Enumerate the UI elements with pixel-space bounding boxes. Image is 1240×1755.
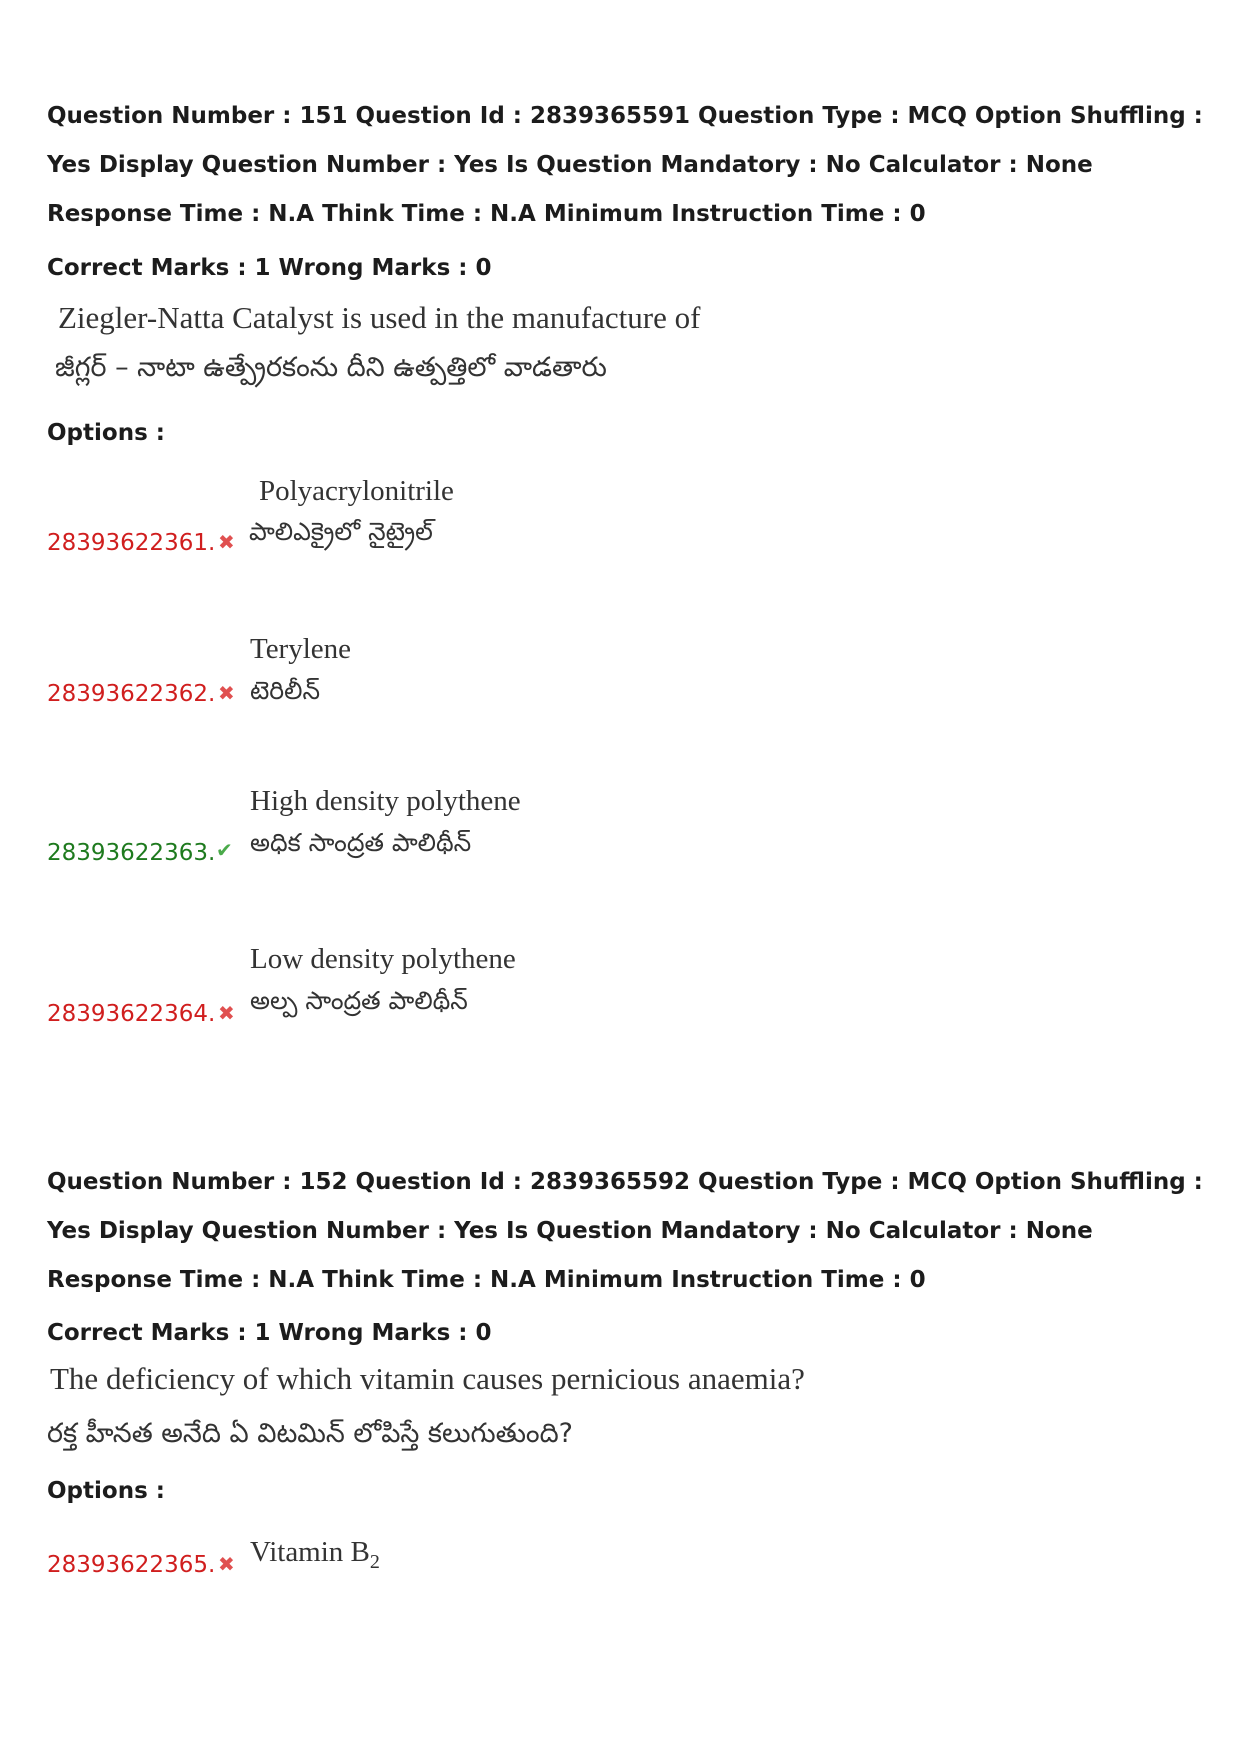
question-text-en-152: The deficiency of which vitamin causes pernicious anaemia?	[50, 1361, 805, 1396]
option-number: 28393622363.	[47, 840, 216, 866]
wrong-mark-icon: ✖	[218, 681, 235, 705]
option-number: 28393622365.	[47, 1552, 216, 1578]
option-text-en: Terylene	[250, 633, 352, 665]
option-number: 28393622362.	[47, 681, 216, 707]
option-number: 28393622364.	[47, 1001, 216, 1027]
question-text-te-152: రక్త హీనత అనేది ఏ విటమిన్ లోపిస్తే కలుగుతుంది?	[47, 1418, 574, 1449]
option-text-te: అల్ప సాంద్రత పాలిథీన్	[250, 986, 468, 1015]
question-text-te-151: జీగ్లర్ – నాటా ఉత్ప్రేరకంను దీని ఉత్పత్తిలో వాడతారు	[55, 352, 607, 383]
marks-info-152: Correct Marks : 1 Wrong Marks : 0	[47, 1320, 492, 1346]
options-label-151: Options :	[47, 420, 165, 446]
option-text-en: Low density polythene	[250, 943, 516, 975]
wrong-mark-icon: ✖	[218, 1001, 235, 1025]
marks-info-151: Correct Marks : 1 Wrong Marks : 0	[47, 255, 492, 281]
options-label-152: Options :	[47, 1478, 165, 1504]
option-text-te: పాలిఎక్రైలో నైట్రైల్	[249, 517, 433, 546]
question-text-en-151: Ziegler-Natta Catalyst is used in the manufacture of	[58, 300, 701, 335]
correct-check-icon: ✔	[216, 838, 233, 862]
option-text-subscript: 2	[369, 1550, 380, 1573]
option-text-en: Polyacrylonitrile	[259, 475, 454, 507]
option-text-en	[250, 1536, 380, 1574]
option-text-main: Vitamin B	[250, 1536, 370, 1568]
option-text-te: అధిక సాంద్రత పాలిథీన్	[250, 828, 472, 857]
option-number: 28393622361.	[47, 530, 216, 556]
wrong-mark-icon: ✖	[218, 1552, 235, 1576]
option-text-te: టెరిలీన్	[250, 676, 321, 705]
question-meta-151: Question Number : 151 Question Id : 2839365591 Question Type : MCQ Option Shuffling : Yes Display Question Number : Yes Is Question Mandatory : No Calculator : None Response Time : N.A Think Time : N.A Minimum Instruction Time : 0	[47, 103, 1203, 227]
option-text-en: High density polythene	[250, 785, 521, 817]
question-meta-152: Question Number : 152 Question Id : 2839365592 Question Type : MCQ Option Shuffling : Yes Display Question Number : Yes Is Question Mandatory : No Calculator : None Response Time : N.A Think Time : N.A Minimum Instruction Time : 0	[47, 1169, 1203, 1293]
wrong-mark-icon: ✖	[218, 530, 235, 554]
